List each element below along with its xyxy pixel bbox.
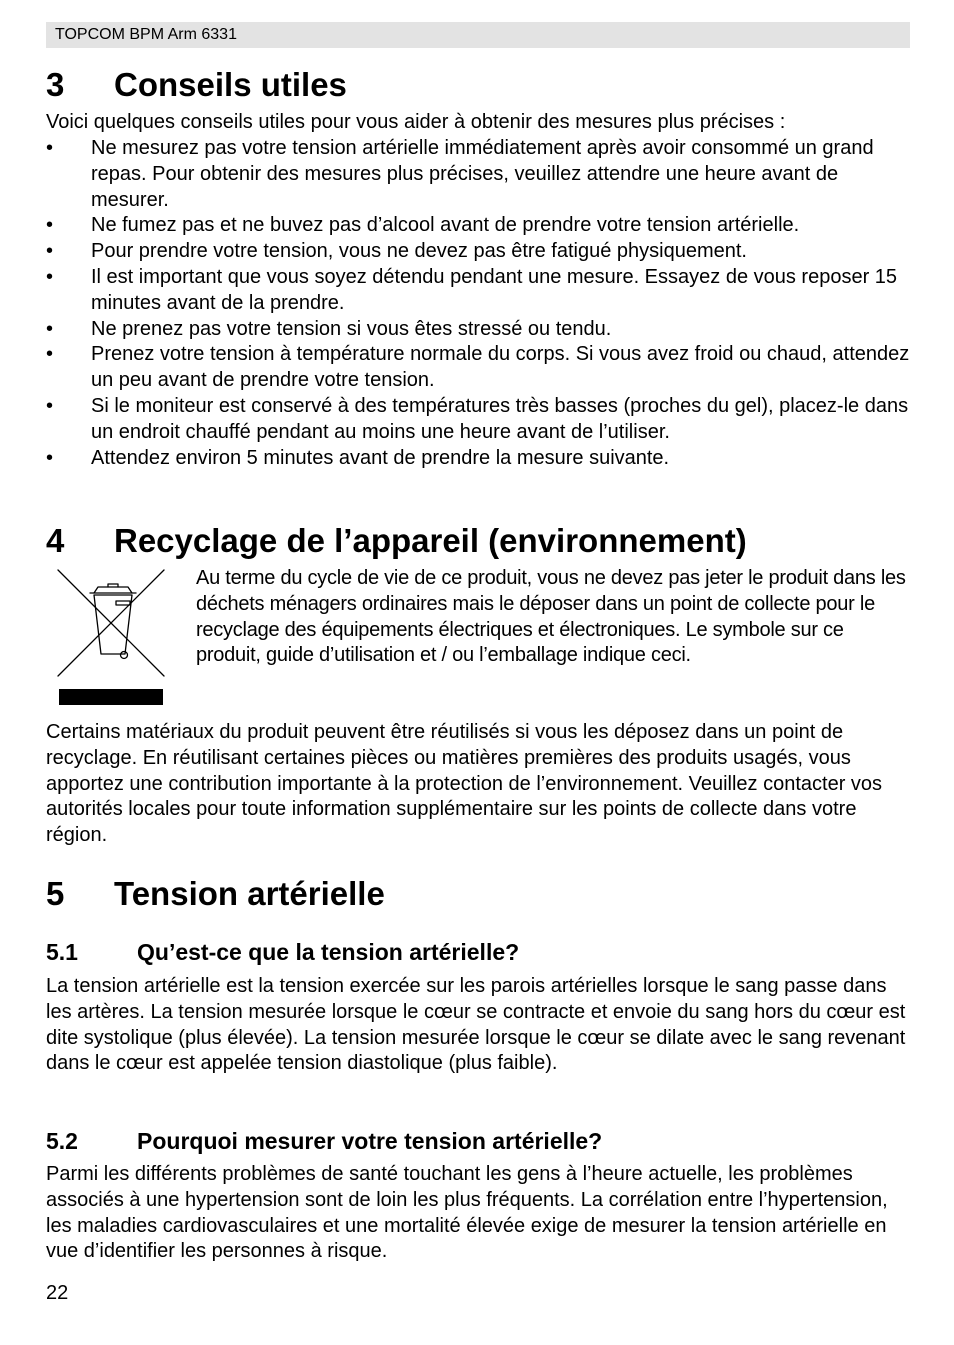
bullet-icon: • bbox=[46, 317, 54, 340]
subsection-5-1-title: Qu’est-ce que la tension artérielle? bbox=[137, 939, 520, 965]
section-4-number: 4 bbox=[46, 522, 65, 559]
tip-item bbox=[46, 394, 912, 446]
subsection-5-1-heading bbox=[46, 938, 519, 966]
tip-text: Ne mesurez pas votre tension artérielle immédiatement après avoir consommé un grand repas. Pour obtenir des mesures plus précises, veuillez attendre une heure avant de mesurer. bbox=[91, 137, 874, 211]
section-5-heading bbox=[46, 875, 385, 913]
tip-item bbox=[46, 136, 912, 213]
bullet-icon: • bbox=[46, 394, 54, 417]
section-5-number: 5 bbox=[46, 875, 65, 912]
tip-text: Pour prendre votre tension, vous ne devez pas être fatigué physiquement. bbox=[91, 240, 747, 263]
section-3-number: 3 bbox=[46, 66, 65, 103]
tip-item bbox=[46, 265, 912, 317]
recycling-paragraph: Certains matériaux du produit peuvent être réutilisés si vous les déposez dans un point de recyclage. En réutilisant certaines pièces ou matières premières des produits usagés, vous apportez une contribution importante à la protection de l’environnement. Veuillez contacter vos autorités locales pour toute information supplémentaire sur les points de collecte dans votre région. bbox=[46, 721, 883, 847]
bullet-icon: • bbox=[46, 265, 54, 288]
section-4-title: Recyclage de l’appareil (environnement) bbox=[114, 522, 747, 559]
header-title: TOPCOM BPM Arm 6331 bbox=[55, 26, 237, 43]
subsection-5-1-paragraph: La tension artérielle est la tension exercée sur les parois artérielles lorsque le sang passe dans les artères. La tension mesurée lorsque le cœur se contracte et envoie du sang hors du cœur est dite systolique (plus élevée). La tension mesurée lorsque le cœur se dilate avec le sang revenant dans le cœur est appelée tension diastolique (plus faible). bbox=[46, 975, 906, 1075]
tip-text: Si le moniteur est conservé à des températures très basses (proches du gel), placez-le dans un endroit chauffé pendant au moins une heure avant de l’utiliser. bbox=[91, 394, 909, 443]
section-3-intro: Voici quelques conseils utiles pour vous aider à obtenir des mesures plus précises : bbox=[46, 111, 786, 133]
subsection-5-1-number: 5.1 bbox=[46, 939, 78, 965]
tip-text: Ne fumez pas et ne buvez pas d’alcool avant de prendre votre tension artérielle. bbox=[91, 214, 800, 237]
bullet-icon: • bbox=[46, 343, 54, 366]
tip-text: Prenez votre tension à température normale du corps. Si vous avez froid ou chaud, attendez un peu avant de prendre votre tension. bbox=[91, 343, 910, 392]
tip-item bbox=[46, 239, 912, 265]
tip-item bbox=[46, 446, 912, 472]
crossed-out-wheelie-bin-icon bbox=[56, 568, 166, 708]
section-3-heading bbox=[46, 66, 347, 104]
bullet-icon: • bbox=[46, 214, 54, 237]
recycling-symbol-text: Au terme du cycle de vie de ce produit, vous ne devez pas jeter le produit dans les déchets ménagers ordinaires mais le déposer dans un point de collecte pour le recyclage des équipements électriques et électroniques. Le symbole sur ce produit, guide d’utilisation et / ou l’emballage indique ceci. bbox=[196, 567, 906, 667]
tip-text: Attendez environ 5 minutes avant de prendre la mesure suivante. bbox=[91, 446, 670, 469]
bullet-icon: • bbox=[46, 240, 54, 263]
tips-list bbox=[46, 136, 912, 471]
tip-item bbox=[46, 342, 912, 394]
subsection-5-2-number: 5.2 bbox=[46, 1128, 78, 1154]
bullet-icon: • bbox=[46, 446, 54, 469]
tip-text: Il est important que vous soyez détendu pendant une mesure. Essayez de vous reposer 15 minutes avant de la prendre. bbox=[91, 265, 898, 314]
section-4-heading bbox=[46, 522, 747, 560]
tip-item bbox=[46, 213, 912, 239]
section-3-title: Conseils utiles bbox=[114, 66, 347, 103]
page-number: 22 bbox=[46, 1282, 69, 1304]
subsection-5-2-title: Pourquoi mesurer votre tension artérielle? bbox=[137, 1128, 603, 1154]
tip-text: Ne prenez pas votre tension si vous êtes stressé ou tendu. bbox=[91, 317, 612, 340]
tip-item bbox=[46, 317, 912, 343]
section-5-title: Tension artérielle bbox=[114, 875, 385, 912]
subsection-5-2-paragraph: Parmi les différents problèmes de santé touchant les gens à l’heure actuelle, les problèmes associés à une hypertension sont de loin les plus fréquents. La corrélation entre l’hypertension, les maladies cardiovasculaires et une mortalité élevée exige de mesurer la tension artérielle en vue d’identifier les personnes à risque. bbox=[46, 1163, 888, 1263]
running-header bbox=[46, 22, 910, 48]
subsection-5-2-heading bbox=[46, 1127, 602, 1155]
bullet-icon: • bbox=[46, 137, 54, 159]
